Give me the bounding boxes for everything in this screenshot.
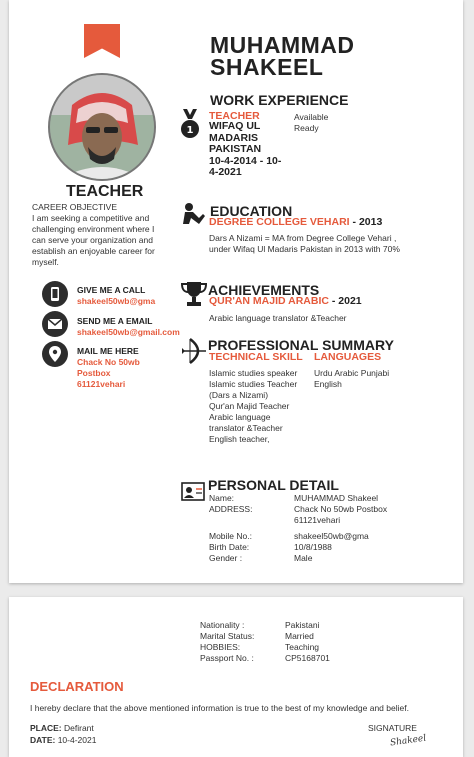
achievements-heading: ACHIEVEMENTS: [208, 282, 320, 298]
languages-heading: LANGUAGES: [314, 351, 382, 363]
achievement-item: QUR'AN MAJID ARABIC: [209, 295, 329, 307]
languages-list: [314, 368, 389, 390]
list-item: Urdu Arabic Punjabi: [314, 368, 390, 378]
svg-text:1: 1: [186, 125, 194, 136]
work-availability: Available Ready: [294, 112, 329, 133]
list-item: Arabic language: [209, 412, 271, 422]
declaration-heading: DECLARATION: [30, 679, 124, 694]
role-title: TEACHER: [66, 183, 144, 200]
personal-labels: Name: ADDRESS: Mobile No.: Birth Date: Gender :: [209, 493, 253, 563]
signature-mark: Shakeel: [389, 733, 427, 749]
summary-heading: PROFESSIONAL SUMMARY: [208, 337, 394, 353]
email-icon: [42, 311, 68, 337]
resume-page-1: [9, 0, 463, 583]
personal-labels-continued: Nationality : Marital Status: HOBBIES: Passport No. :: [200, 620, 255, 663]
work-organization: WIFAQ UL MADARIS PAKISTAN 10-4-2014 - 10- 4-2021: [209, 120, 282, 178]
call-value[interactable]: shakeel50wb@gma: [77, 296, 156, 306]
objective-heading: CAREER OBJECTIVE: [32, 202, 118, 212]
signature-label: SIGNATURE: [368, 723, 417, 733]
resume-page-2: [9, 597, 463, 757]
education-year: - 2013: [349, 216, 383, 228]
list-item: Islamic studies Teacher: [209, 379, 298, 389]
education-detail: Dars A Nizami = MA from Degree College Vehari , under Wifaq Ul Madaris Pakistan in 2013 with 70%: [209, 233, 400, 254]
email-label: SEND ME A EMAIL: [77, 316, 153, 326]
declaration-text: I hereby declare that the above mentioned information is true to the best of my knowledge and belief.: [30, 703, 409, 713]
location-pin-icon: [42, 341, 68, 367]
list-item: (Dars a Nizami): [209, 390, 269, 400]
personal-values: MUHAMMAD Shakeel Chack No 50wb Postbox 61121vehari shakeel50wb@gma 10/8/1988 Male: [294, 493, 388, 563]
phone-icon: [42, 281, 68, 307]
trophy-icon: [180, 281, 208, 307]
education-heading: EDUCATION: [210, 203, 293, 219]
achievement-detail: Arabic language translator &Teacher: [209, 313, 347, 323]
personal-heading: PERSONAL DETAIL: [208, 477, 339, 493]
list-item: translator &Teacher: [209, 423, 283, 433]
date-value: 10-4-2021: [55, 735, 97, 745]
list-item: English: [314, 379, 342, 389]
archery-icon: [180, 337, 208, 365]
list-item: English teacher,: [209, 434, 270, 444]
date-line: [30, 735, 96, 746]
work-role: TEACHER: [209, 110, 260, 122]
objective-text: I am seeking a competitive and challenging environment where I can serve your organization and establish an enjoyable career for myself.: [32, 213, 155, 267]
address-label: MAIL ME HERE: [77, 346, 139, 356]
skills-heading: TECHNICAL SKILL: [209, 351, 303, 363]
call-label: GIVE ME A CALL: [77, 285, 146, 295]
medal-icon: [180, 109, 200, 141]
email-value[interactable]: shakeel50wb@gmail.com: [77, 327, 180, 337]
address-value: Chack No 50wb Postbox 61121vehari: [77, 357, 140, 389]
student-reading-icon: [181, 202, 207, 226]
list-item: Islamic studies speaker: [209, 368, 298, 378]
place-value: Defirant: [61, 723, 94, 733]
bookmark-ribbon: [84, 24, 120, 58]
place-label: PLACE:: [30, 723, 62, 733]
date-label: DATE:: [30, 735, 56, 745]
achievement-year: - 2021: [328, 295, 362, 307]
skills-list: [209, 368, 297, 445]
personal-values-continued: Pakistani Married Teaching CP5168701: [285, 620, 330, 663]
work-heading: WORK EXPERIENCE: [210, 92, 349, 108]
education-degree-line: [209, 216, 382, 228]
full-name: MUHAMMAD SHAKEEL: [210, 32, 355, 80]
achievement-line: [209, 295, 362, 307]
profile-photo: [48, 73, 156, 181]
id-card-icon: [181, 480, 205, 502]
list-item: Qur'an Majid Teacher: [209, 401, 290, 411]
place-line: [30, 723, 94, 734]
education-degree: DEGREE COLLEGE VEHARI: [209, 216, 350, 228]
